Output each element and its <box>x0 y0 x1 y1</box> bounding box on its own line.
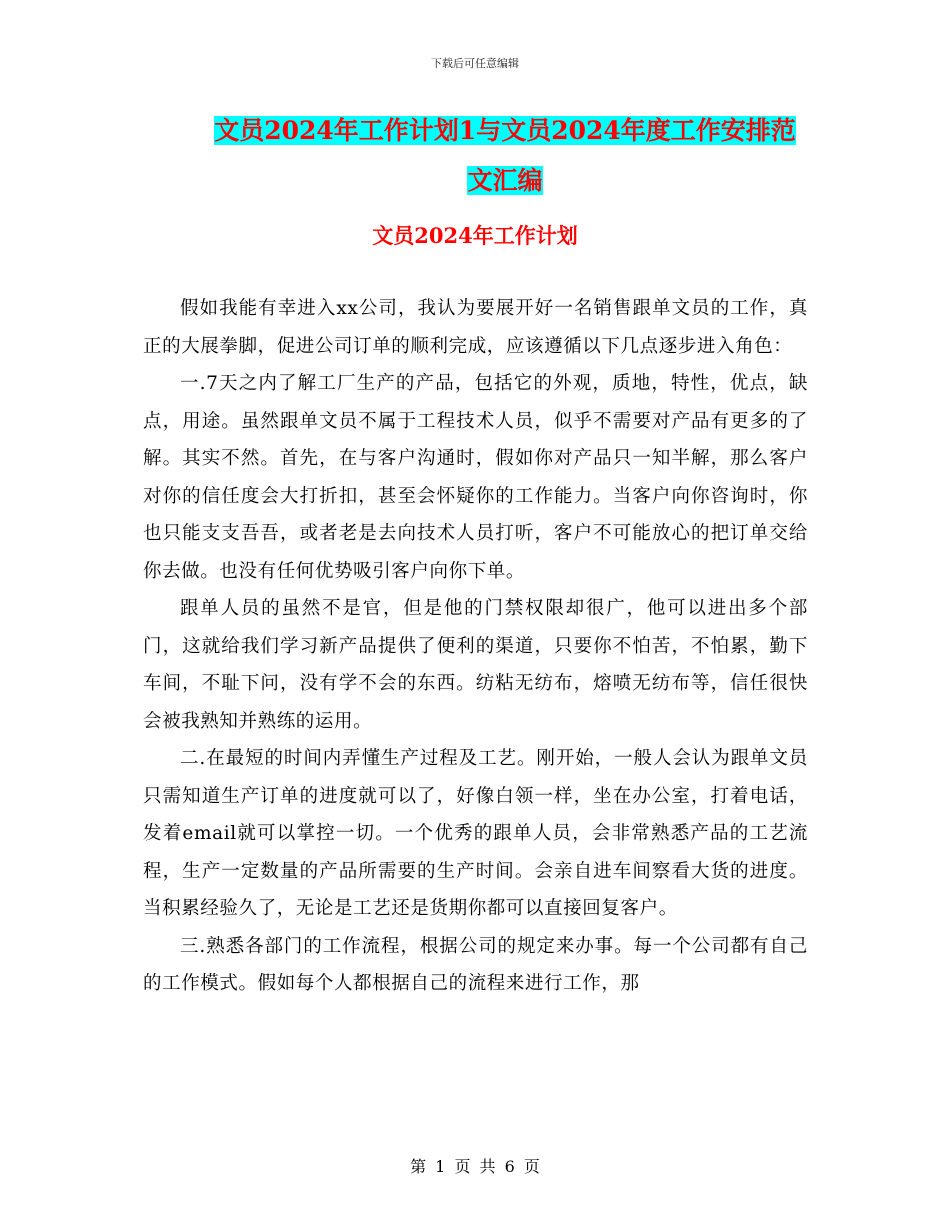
section-title: 文员2024年工作计划 <box>372 223 578 248</box>
header-note: 下载后可任意编辑 <box>431 57 519 70</box>
paragraph-point-3: 三.熟悉各部门的工作流程，根据公司的规定来办事。每一个公司都有自己的工作模式。假如每个人都根据自己的流程来进行工作，那 <box>143 935 808 994</box>
page-footer: 第 1 页 共 6 页 <box>410 1157 540 1176</box>
paragraph-point-2: 二.在最短的时间内弄懂生产过程及工艺。刚开始，一般人会认为跟单文员只需知道生产订单的进度就可以了，好像白领一样，坐在办公室，打着电话，发着email就可以掌控一切。一个优秀的跟单人员，会非常熟悉产品的工艺流程，生产一定数量的产品所需要的生产时间。会亲自进车间察看大货的进度。当积累经验久了，无论是工艺还是货期你都可以直接回复客户。 <box>143 748 808 919</box>
document-title-line-2: 文汇编 <box>467 166 543 195</box>
document-title-line-1: 文员2024年工作计划1与文员2024年度工作安排范 <box>214 116 796 145</box>
paragraph-point-1-continued: 跟单人员的虽然不是官，但是他的门禁权限却很广，他可以进出多个部门，这就给我们学习新产品提供了便利的渠道，只要你不怕苦，不怕累，勤下车间，不耻下问，没有学不会的东西。纺粘无纺布，熔喷无纺布等，信任很快会被我熟知并熟练的运用。 <box>143 598 808 732</box>
paragraph-point-1: 一.7天之内了解工厂生产的产品，包括它的外观，质地，特性，优点，缺点，用途。虽然跟单文员不属于工程技术人员，似乎不需要对产品有更多的了解。其实不然。首先，在与客户沟通时，假如你对产品只一知半解，那么客户对你的信任度会大打折扣，甚至会怀疑你的工作能力。当客户向你咨询时，你也只能支支吾吾，或者老是去向技术人员打听，客户不可能放心的把订单交给你去做。也没有任何优势吸引客户向你下单。 <box>143 373 808 582</box>
paragraph-intro: 假如我能有幸进入xx公司，我认为要展开好一名销售跟单文员的工作，真正的大展拳脚，促进公司订单的顺利完成，应该遵循以下几点逐步进入角色： <box>143 298 808 357</box>
document-body <box>143 290 808 1003</box>
document-title <box>195 106 815 206</box>
